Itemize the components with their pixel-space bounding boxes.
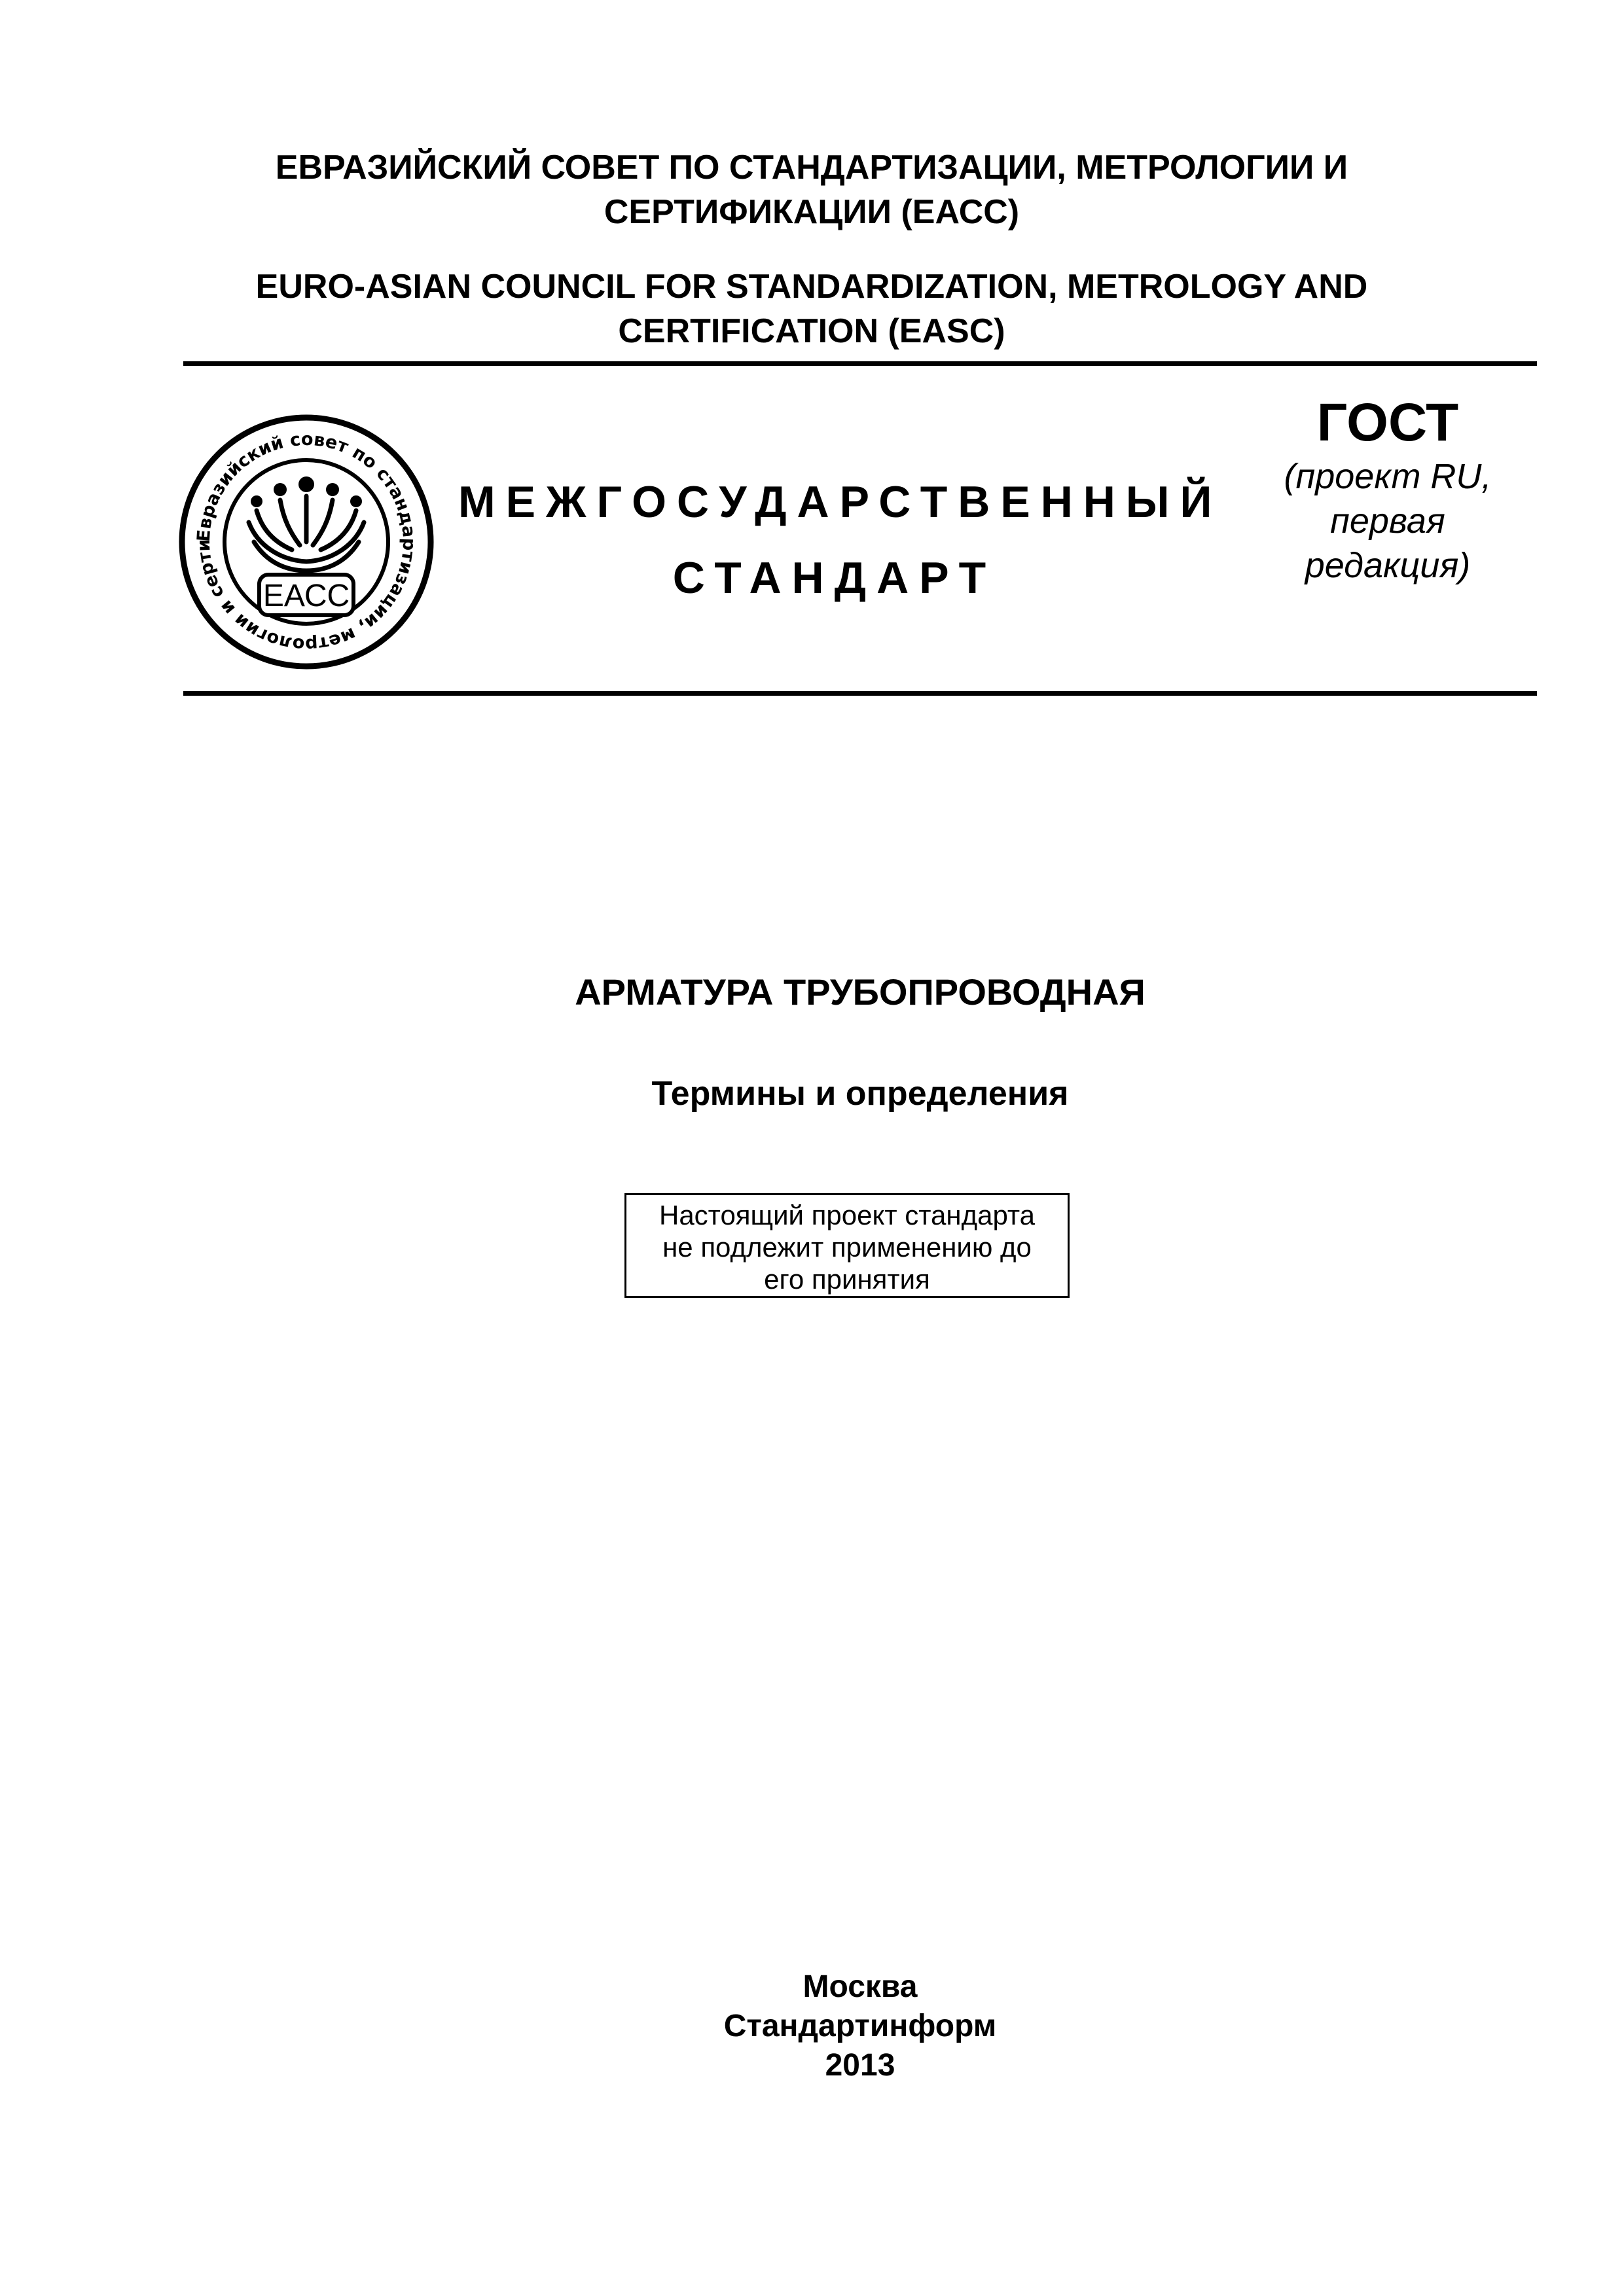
standard-type-line1: МЕЖГОСУДАРСТВЕННЫЙ — [458, 477, 1223, 527]
council-name-ru — [183, 145, 1440, 234]
council-name-ru-line2: СЕРТИФИКАЦИИ (ЕАСС) — [604, 193, 1020, 231]
gost-label: ГОСТ — [1316, 393, 1459, 452]
seal-center-text: ЕАСС — [262, 579, 350, 613]
draft-notice-box — [624, 1193, 1070, 1298]
bottom-divider — [183, 691, 1537, 696]
notice-line3: его принятия — [764, 1264, 930, 1295]
council-name-en-line2: CERTIFICATION (EASC) — [618, 312, 1005, 350]
council-name-en — [183, 264, 1440, 353]
imprint-city: Москва — [803, 1969, 918, 2004]
top-divider — [183, 361, 1537, 366]
notice-line1: Настоящий проект стандарта — [659, 1200, 1035, 1230]
council-name-en-line1: EURO-ASIAN COUNCIL FOR STANDARDIZATION, METROLOGY AND — [255, 268, 1368, 306]
gost-draft-note — [1244, 454, 1532, 588]
council-name-ru-line1: ЕВРАЗИЙСКИЙ СОВЕТ ПО СТАНДАРТИЗАЦИИ, МЕТРОЛОГИИ И — [275, 149, 1348, 187]
document-title: АРМАТУРА ТРУБОПРОВОДНАЯ — [575, 971, 1146, 1013]
seal-ring-text: Евразийский совет по стандартизации, метрологии и серти — [193, 429, 420, 655]
imprint — [183, 1967, 1537, 2085]
eacc-seal-icon — [175, 411, 437, 673]
imprint-year: 2013 — [825, 2048, 895, 2083]
eacc-seal-graphic — [175, 411, 437, 673]
gost-note-line3: редакция) — [1305, 546, 1471, 585]
gost-note-line1: (проект RU, — [1284, 457, 1492, 496]
notice-line2: не подлежит применению до — [662, 1232, 1032, 1263]
imprint-publisher: Стандартинформ — [723, 2009, 997, 2043]
gost-note-line2: первая — [1330, 501, 1445, 541]
standard-type-line2: СТАНДАРТ — [672, 553, 997, 603]
document-subtitle: Термины и определения — [651, 1075, 1069, 1113]
